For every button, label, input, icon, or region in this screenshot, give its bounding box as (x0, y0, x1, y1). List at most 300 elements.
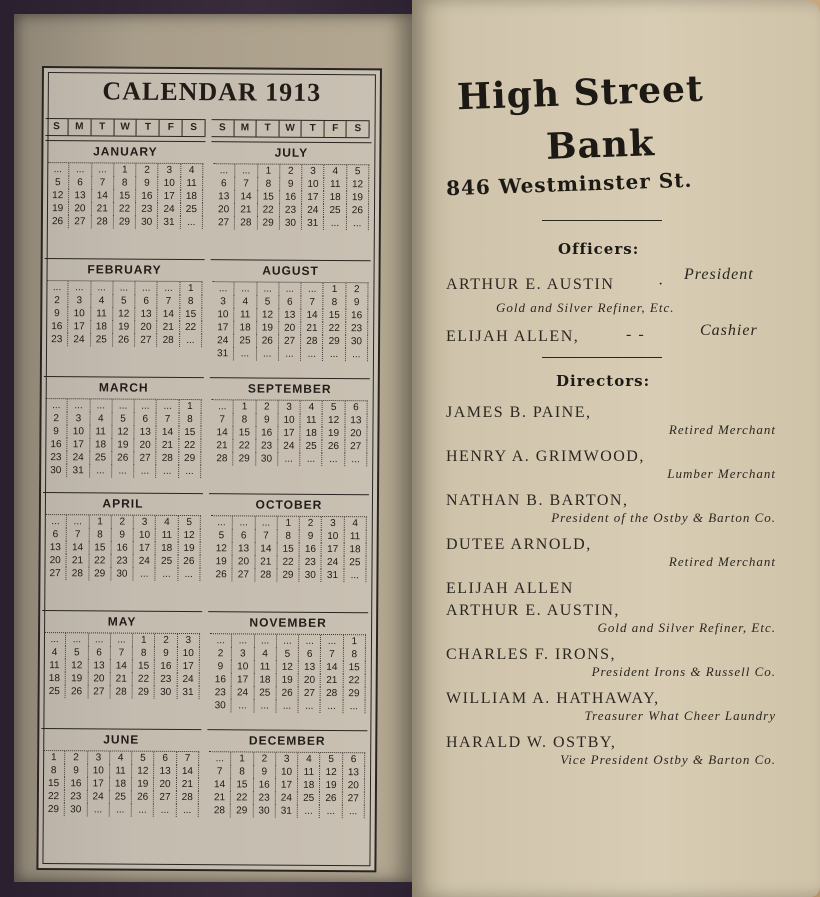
day-cell: 16 (45, 438, 67, 451)
day-cell: 20 (299, 674, 321, 687)
day-cell: 27 (299, 687, 321, 700)
day-cell: 16 (65, 777, 87, 790)
day-cell: 21 (321, 674, 343, 687)
day-cell: 14 (301, 309, 323, 322)
day-cell: 27 (279, 335, 301, 348)
month-day-grid (44, 514, 200, 581)
day-cell: 28 (211, 452, 233, 465)
day-cell: 20 (279, 322, 301, 335)
day-cell: 2 (155, 634, 177, 647)
day-cell: 2 (65, 751, 87, 764)
director-name: ARTHUR E. AUSTIN, (446, 602, 620, 619)
day-cell: 21 (111, 672, 133, 685)
day-cell: 12 (347, 178, 369, 191)
day-cell: 10 (278, 414, 300, 427)
day-cell: ... (66, 633, 88, 646)
day-cell: 18 (156, 542, 178, 555)
day-cell: 27 (154, 791, 176, 804)
director-title: President Irons & Russell Co. (591, 664, 776, 679)
day-cell: 10 (134, 529, 156, 542)
day-cell: 14 (211, 426, 233, 439)
day-cell: 29 (257, 217, 279, 230)
day-cell: 16 (300, 543, 322, 556)
day-cell: 17 (322, 543, 344, 556)
day-cell: ... (45, 515, 67, 528)
day-cell: ... (176, 804, 198, 817)
day-cell: 3 (134, 516, 156, 529)
day-cell: 23 (65, 790, 87, 803)
day-cell: 18 (91, 320, 113, 333)
day-cell: ... (136, 282, 158, 295)
day-cell: 29 (231, 804, 253, 817)
month-name: MAY (107, 614, 137, 629)
directors-heading: Directors: (556, 372, 651, 390)
day-cell: 30 (155, 686, 177, 699)
day-cell: 11 (344, 530, 366, 543)
day-cell: 12 (132, 765, 154, 778)
day-cell: 10 (322, 530, 344, 543)
day-cell: 19 (66, 672, 88, 685)
day-cell: ... (233, 516, 255, 529)
day-cell: 7 (321, 648, 343, 661)
day-cell: 12 (178, 529, 200, 542)
day-cell: 27 (88, 685, 110, 698)
day-cell: 16 (280, 191, 302, 204)
day-cell: 3 (278, 401, 300, 414)
month-day-grid (213, 163, 369, 230)
day-cell: 26 (276, 687, 298, 700)
day-cell: 25 (91, 333, 113, 346)
day-cell: 11 (91, 307, 113, 320)
officer-role: President (684, 266, 754, 283)
day-cell: 8 (324, 296, 346, 309)
day-cell: 7 (158, 295, 180, 308)
day-cell: 15 (231, 778, 253, 791)
day-cell: 29 (114, 216, 136, 229)
day-cell: ... (90, 399, 112, 412)
director-name: NATHAN B. BARTON, (446, 492, 629, 509)
day-cell: 19 (347, 191, 369, 204)
month-day-grid (43, 750, 199, 817)
day-cell: 6 (213, 177, 235, 190)
day-cell: 2 (346, 283, 368, 296)
day-cell: ... (235, 282, 257, 295)
day-cell: 20 (135, 321, 157, 334)
day-cell: 2 (280, 165, 302, 178)
day-cell: 25 (300, 440, 322, 453)
officer-name: ARTHUR E. AUSTIN (446, 276, 615, 293)
day-cell: 12 (323, 414, 345, 427)
day-cell: 21 (209, 791, 231, 804)
director-name: HARALD W. OSTBY, (446, 734, 617, 751)
day-cell: 4 (254, 647, 276, 660)
day-cell: 15 (343, 661, 365, 674)
day-cell: 20 (345, 427, 367, 440)
dow-label: F (160, 120, 183, 136)
day-cell: 30 (253, 804, 275, 817)
day-cell: 17 (302, 191, 324, 204)
day-cell: 22 (43, 790, 65, 803)
day-cell: 10 (232, 660, 254, 673)
day-cell: ... (68, 399, 90, 412)
day-cell: 4 (298, 753, 320, 766)
officer-name: ELIJAH ALLEN, (446, 328, 580, 345)
day-cell: 22 (234, 439, 256, 452)
day-cell: 26 (323, 440, 345, 453)
day-cell: 12 (277, 661, 299, 674)
day-cell: 13 (69, 189, 91, 202)
day-cell: 9 (46, 307, 68, 320)
day-cell: 13 (213, 190, 235, 203)
day-cell: 5 (113, 295, 135, 308)
day-cell: 9 (45, 425, 67, 438)
day-cell: 15 (324, 309, 346, 322)
day-cell: 26 (320, 792, 342, 805)
day-cell: ... (110, 803, 132, 816)
day-cell: ... (89, 633, 111, 646)
day-cell: 2 (45, 412, 67, 425)
day-cell: ... (344, 569, 366, 582)
day-cell: 3 (302, 165, 324, 178)
divider (542, 220, 662, 221)
month-name: JANUARY (93, 144, 158, 159)
day-cell: 23 (210, 686, 232, 699)
day-cell: 5 (132, 752, 154, 765)
month-block (209, 377, 370, 493)
day-cell: ... (181, 216, 203, 229)
dow-label: W (279, 121, 302, 137)
day-cell: 4 (181, 164, 203, 177)
officer-separator: · (658, 276, 665, 293)
day-cell: 24 (232, 686, 254, 699)
day-cell: 22 (258, 204, 280, 217)
day-cell: ... (321, 700, 343, 713)
day-cell: 22 (277, 556, 299, 569)
day-cell: 30 (280, 217, 302, 230)
day-cell: 19 (323, 427, 345, 440)
day-cell: 9 (256, 414, 278, 427)
day-cell: 24 (134, 555, 156, 568)
day-cell: 13 (345, 414, 367, 427)
day-cell: 5 (277, 648, 299, 661)
day-cell: 14 (235, 190, 257, 203)
day-cell: 1 (231, 752, 253, 765)
day-cell: ... (179, 465, 201, 478)
day-cell: 5 (66, 646, 88, 659)
director-title: Lumber Merchant (667, 466, 776, 481)
day-cell: 10 (69, 307, 91, 320)
director-name: HENRY A. GRIMWOOD, (446, 448, 645, 465)
day-cell: 13 (279, 309, 301, 322)
day-cell: ... (254, 699, 276, 712)
day-cell: ... (301, 348, 323, 361)
day-cell: ... (232, 634, 254, 647)
day-cell: 23 (136, 203, 158, 216)
day-cell: 1 (344, 635, 366, 648)
day-cell: 9 (254, 765, 276, 778)
day-cell: 13 (135, 426, 157, 439)
day-cell: ... (210, 634, 232, 647)
bank-name-line2: Bank (545, 122, 656, 168)
day-cell: 23 (155, 673, 177, 686)
day-cell: 17 (68, 320, 90, 333)
day-cell: ... (67, 515, 89, 528)
day-cell: ... (298, 805, 320, 818)
day-cell: ... (113, 282, 135, 295)
day-cell: ... (44, 633, 66, 646)
day-cell: ... (278, 453, 300, 466)
day-cell: 30 (300, 569, 322, 582)
day-cell: 7 (209, 765, 231, 778)
day-cell: 21 (211, 439, 233, 452)
day-cell: 8 (43, 764, 65, 777)
day-cell: 16 (254, 778, 276, 791)
day-cell: 19 (47, 202, 69, 215)
officer-note: Gold and Silver Refiner, Etc. (496, 300, 675, 315)
day-cell: 19 (132, 778, 154, 791)
day-cell: ... (134, 568, 156, 581)
calendar-title: CALENDAR 1913 (102, 76, 322, 107)
day-cell: 28 (255, 568, 277, 581)
day-cell: 9 (300, 530, 322, 543)
day-cell: 18 (44, 672, 66, 685)
month-block (42, 492, 203, 608)
day-cell: 2 (112, 515, 134, 528)
officers-heading: Officers: (558, 240, 640, 258)
day-cell: ... (157, 465, 179, 478)
director-title: Vice President Ostby & Barton Co. (560, 752, 776, 767)
day-cell: 23 (300, 556, 322, 569)
day-cell: 30 (209, 699, 231, 712)
month-name: JULY (274, 145, 309, 160)
bank-address: 846 Westminster St. (445, 167, 693, 201)
day-cell: 25 (254, 686, 276, 699)
day-cell: 1 (258, 165, 280, 178)
month-name: JUNE (103, 732, 140, 747)
day-cell: 22 (231, 791, 253, 804)
dow-label: T (137, 120, 160, 136)
day-cell: 27 (44, 567, 66, 580)
day-cell: 20 (154, 778, 176, 791)
day-cell: 25 (344, 556, 366, 569)
day-cell: 15 (114, 190, 136, 203)
day-cell: 2 (136, 164, 158, 177)
day-cell: 17 (88, 777, 110, 790)
day-cell: 3 (69, 294, 91, 307)
day-cell: ... (92, 163, 114, 176)
day-cell: ... (46, 281, 68, 294)
month-block (44, 258, 205, 374)
day-cell: 6 (135, 413, 157, 426)
day-cell: ... (180, 334, 202, 347)
day-cell: 23 (253, 791, 275, 804)
day-cell: 26 (47, 215, 69, 228)
day-cell: 17 (278, 427, 300, 440)
dow-label: T (302, 121, 325, 137)
day-cell: 20 (343, 779, 365, 792)
day-cell: ... (324, 217, 346, 230)
day-cell: ... (213, 164, 235, 177)
day-cell: 19 (277, 674, 299, 687)
day-cell: ... (255, 634, 277, 647)
day-cell: 2 (300, 517, 322, 530)
day-cell: 9 (280, 178, 302, 191)
day-cell: 31 (322, 569, 344, 582)
day-cell: 29 (277, 569, 299, 582)
day-cell: 18 (181, 190, 203, 203)
day-cell: 27 (343, 792, 365, 805)
day-cell: 12 (257, 309, 279, 322)
day-cell: ... (320, 805, 342, 818)
day-cell: 1 (114, 164, 136, 177)
day-cell: 10 (178, 647, 200, 660)
day-cell: 22 (89, 554, 111, 567)
day-cell: ... (345, 453, 367, 466)
day-cell: 18 (298, 779, 320, 792)
day-cell: 17 (212, 321, 234, 334)
day-cell: 29 (43, 803, 65, 816)
day-cell: 3 (68, 412, 90, 425)
day-cell: ... (300, 453, 322, 466)
day-cell: 24 (68, 333, 90, 346)
day-cell: 11 (181, 177, 203, 190)
director-title: Treasurer What Cheer Laundry (584, 708, 776, 723)
month-day-grid (46, 280, 202, 347)
day-cell: 11 (156, 529, 178, 542)
day-cell: 17 (177, 660, 199, 673)
day-cell: 6 (345, 401, 367, 414)
day-cell: 1 (180, 282, 202, 295)
day-cell: 24 (322, 556, 344, 569)
month-name: APRIL (102, 496, 144, 511)
day-cell: 14 (209, 778, 231, 791)
day-cell: 22 (133, 673, 155, 686)
day-cell: 29 (89, 567, 111, 580)
month-day-grid (47, 162, 203, 229)
dow-label: S (183, 120, 206, 136)
day-cell: 5 (323, 401, 345, 414)
day-cell: 11 (90, 425, 112, 438)
dow-label: W (114, 120, 137, 136)
day-cell: 29 (323, 335, 345, 348)
day-cell: 29 (233, 452, 255, 465)
director-title: Retired Merchant (668, 554, 776, 569)
day-cell: 9 (136, 177, 158, 190)
day-cell: 28 (321, 687, 343, 700)
day-cell: 25 (298, 792, 320, 805)
day-cell: ... (112, 400, 134, 413)
day-cell: 17 (276, 779, 298, 792)
day-cell: 9 (65, 764, 87, 777)
day-cell: ... (299, 635, 321, 648)
director-name: JAMES B. PAINE, (446, 404, 592, 421)
month-block (45, 140, 206, 256)
day-cell: 30 (256, 453, 278, 466)
day-cell: 24 (87, 790, 109, 803)
day-cell: 7 (255, 530, 277, 543)
day-cell: 2 (256, 401, 278, 414)
officer-separator: - - (626, 326, 646, 343)
day-cell: ... (321, 635, 343, 648)
day-cell: ... (47, 163, 69, 176)
dow-label: S (46, 119, 69, 135)
right-page (412, 0, 820, 897)
day-cell: 9 (112, 528, 134, 541)
day-cell: 30 (136, 216, 158, 229)
day-cell: 11 (325, 178, 347, 191)
day-cell: 5 (257, 296, 279, 309)
day-cell: 8 (114, 177, 136, 190)
day-cell: ... (70, 163, 92, 176)
day-cell: 18 (324, 191, 346, 204)
day-cell: 21 (235, 203, 257, 216)
day-cell: 20 (88, 672, 110, 685)
day-cell: 5 (347, 165, 369, 178)
day-cell: ... (302, 283, 324, 296)
day-cell: ... (276, 700, 298, 713)
day-cell: ... (111, 633, 133, 646)
day-cell: 14 (321, 661, 343, 674)
day-cell: 2 (254, 752, 276, 765)
day-cell: 8 (231, 765, 253, 778)
director-title: President of the Ostby & Barton Co. (551, 510, 776, 525)
day-cell: 31 (177, 686, 199, 699)
day-cell: 4 (235, 295, 257, 308)
day-cell: 7 (301, 296, 323, 309)
day-cell: 18 (344, 543, 366, 556)
day-cell: ... (91, 281, 113, 294)
day-cell: 14 (158, 308, 180, 321)
day-cell: ... (178, 568, 200, 581)
day-cell: 27 (345, 440, 367, 453)
month-block (210, 259, 371, 375)
day-cell: 3 (212, 295, 234, 308)
day-cell: 30 (111, 567, 133, 580)
day-cell: 10 (302, 178, 324, 191)
day-cell: 20 (45, 554, 67, 567)
month-block (41, 728, 202, 844)
day-cell: 12 (47, 189, 69, 202)
month-day-grid (211, 399, 367, 466)
day-cell: 16 (111, 541, 133, 554)
bank-name-line1: High Street (456, 67, 705, 119)
day-cell: ... (279, 348, 301, 361)
day-cell: 9 (210, 660, 232, 673)
day-cell: 15 (258, 191, 280, 204)
day-cell: 19 (257, 322, 279, 335)
day-cell: 16 (256, 427, 278, 440)
day-cell: 23 (111, 554, 133, 567)
day-cell: 26 (257, 335, 279, 348)
day-cell: 24 (68, 451, 90, 464)
day-cell: 3 (232, 647, 254, 660)
month-name: AUGUST (262, 263, 319, 278)
day-cell: 19 (320, 779, 342, 792)
day-cell: 24 (158, 203, 180, 216)
day-cell: 16 (210, 673, 232, 686)
day-cell: ... (234, 347, 256, 360)
day-cell: 13 (343, 766, 365, 779)
day-cell: 1 (324, 283, 346, 296)
day-cell: ... (277, 635, 299, 648)
day-cell: ... (257, 283, 279, 296)
day-cell: 6 (45, 528, 67, 541)
day-cell: ... (157, 400, 179, 413)
day-cell: 16 (346, 309, 368, 322)
day-cell: 2 (46, 294, 68, 307)
day-cell: 4 (325, 165, 347, 178)
director-name: DUTEE ARNOLD, (446, 536, 592, 553)
